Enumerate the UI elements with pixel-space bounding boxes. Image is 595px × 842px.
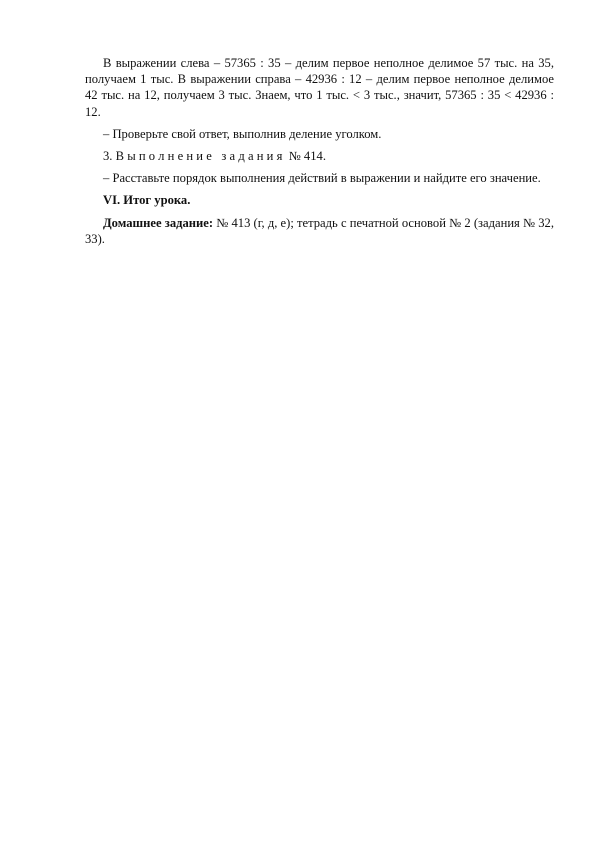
homework-label: Домашнее задание: [103, 215, 214, 230]
homework-text: № 413 (г, д, е); тетрадь с печатной основой № 2 (задания № 32, 33). [85, 215, 554, 246]
document-page [85, 55, 554, 253]
paragraph-check-instruction: – Проверьте свой ответ, выполнив деление уголком. [103, 126, 382, 141]
paragraph-task-heading [85, 148, 554, 164]
section-title: VI. Итог урока. [103, 193, 191, 208]
paragraph-comparison-explanation: В выражении слева – 57365 : 35 – делим первое неполное делимое 57 тыс. на 35, получаем 1 тыс. В выражении справа – 42936 : 12 – делим первое неполное делимое 42 тыс. на 12, получаем 3 тыс. Знаем, что 1 тыс. < 3 тыс., значит, 57365 : 35 < 42936 : 12. [85, 56, 554, 119]
paragraph-homework [85, 215, 554, 247]
paragraph-order-instruction: – Расставьте порядок выполнения действий в выражении и найдите его значение. [103, 171, 541, 186]
task-number: 3. [103, 149, 113, 164]
task-spaced-label: Выполнение задания [115, 149, 286, 164]
task-reference: № 414. [288, 149, 326, 164]
